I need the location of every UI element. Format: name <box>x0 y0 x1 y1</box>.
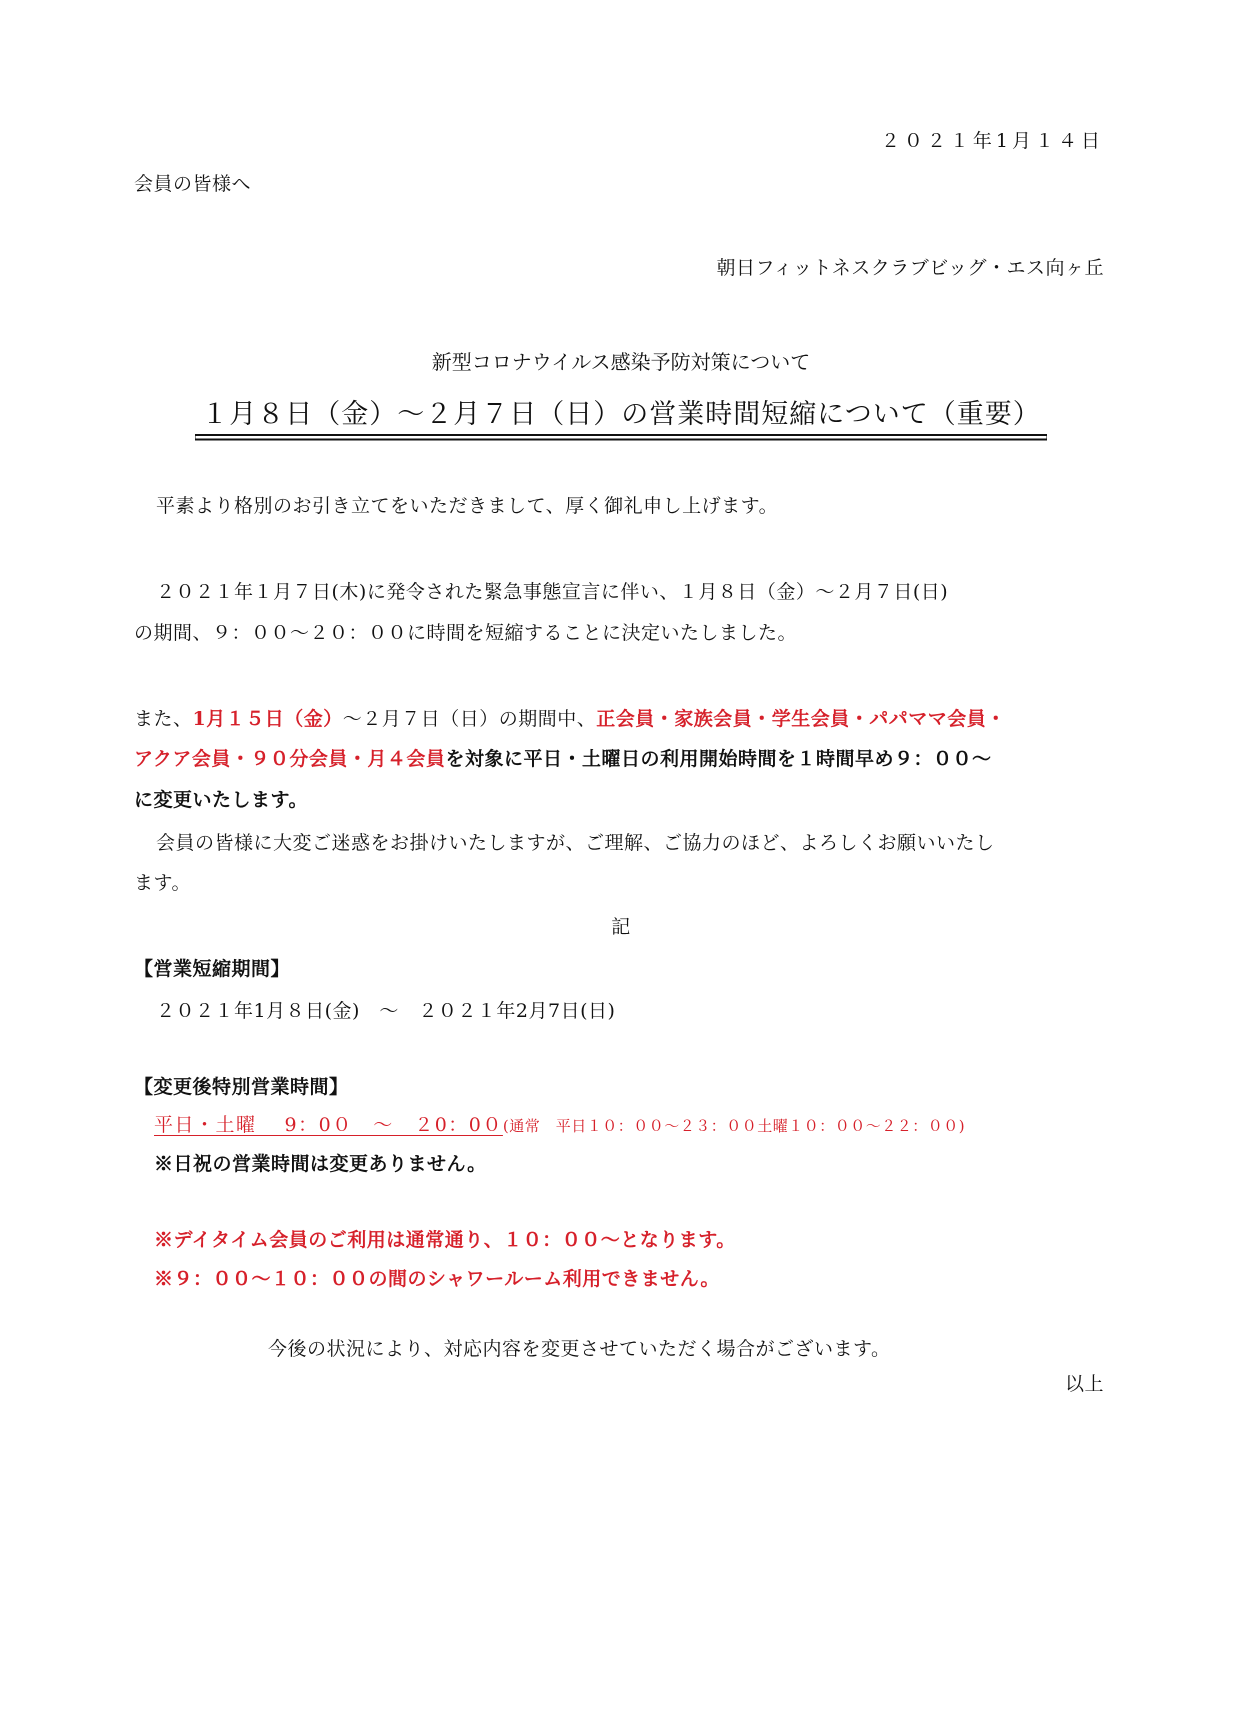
p2-members-1: 正会員・家族会員・学生会員・パパママ会員・ <box>596 708 1006 730</box>
subtitle: 新型コロナウイルス感染予防対策について <box>431 350 811 374</box>
paragraph-2-line-3: に変更いたします。 <box>134 789 308 811</box>
apology-line-2: ます。 <box>134 872 191 894</box>
greeting-paragraph: 平素より格別のお引き立てをいただきまして、厚く御礼申し上げます。 <box>156 495 779 517</box>
paragraph-1-line-1: ２０２１年１月７日(木)に発令された緊急事態宣言に伴い、１月８日（金）～２月７日(日) <box>156 581 949 603</box>
daytime-note: ※デイタイム会員のご利用は通常通り、１０：００～となります。 <box>154 1229 736 1251</box>
footer-notice: 今後の状況により、対応内容を変更させていただく場合がございます。 <box>268 1338 891 1360</box>
paragraph-1-line-2: の期間、９：００～２０：００に時間を短縮することに決定いたしました。 <box>134 622 798 644</box>
p2-prefix: また、 <box>134 708 193 730</box>
paragraph-2-line-1 <box>134 710 1006 729</box>
paragraph-2-line-2 <box>134 750 991 769</box>
holiday-note: ※日祝の営業時間は変更ありません。 <box>154 1153 487 1175</box>
period-label: 【営業短縮期間】 <box>134 958 291 980</box>
record-heading: 記 <box>611 916 631 938</box>
main-title <box>0 392 1242 431</box>
apology-line-1: 会員の皆様に大変ご迷惑をお掛けいたしますが、ご理解、ご協力のほど、よろしくお願いいたし <box>156 832 995 854</box>
period-value: ２０２１年1月８日(金) ～ ２０２１年2月7日(日) <box>156 1000 616 1022</box>
document-date: ２０２１年1月１４日 <box>880 130 1104 152</box>
hours-label: 【変更後特別営業時間】 <box>134 1076 349 1098</box>
hours-normal: (通常 平日１０：００～２３：００土曜１０：００～２２：００) <box>502 1117 966 1135</box>
p2-date-range: 1月１５日（金） <box>192 708 343 730</box>
recipient-line: 会員の皆様へ <box>134 173 252 195</box>
p2-mid: ～２月７日（日）の期間中、 <box>342 708 597 730</box>
p2-rest: を対象に平日・土曜日の利用開始時間を１時間早め９：００～ <box>445 748 992 770</box>
hours-value: 平日・土曜 9：0０ ～ ２0：0０ <box>154 1114 503 1136</box>
closing-word: 以上 <box>1064 1373 1104 1395</box>
hours-line <box>154 1116 965 1135</box>
sender-name: 朝日フィットネスクラブビッグ・エス向ヶ丘 <box>716 257 1104 279</box>
main-title-text: １月８日（金）～２月７日（日）の営業時間短縮について（重要） <box>195 399 1046 436</box>
p2-members-2: アクア会員・９０分会員・月４会員 <box>134 748 446 770</box>
shower-note: ※９：００～１０：００の間のシャワールーム利用できません。 <box>154 1268 720 1290</box>
